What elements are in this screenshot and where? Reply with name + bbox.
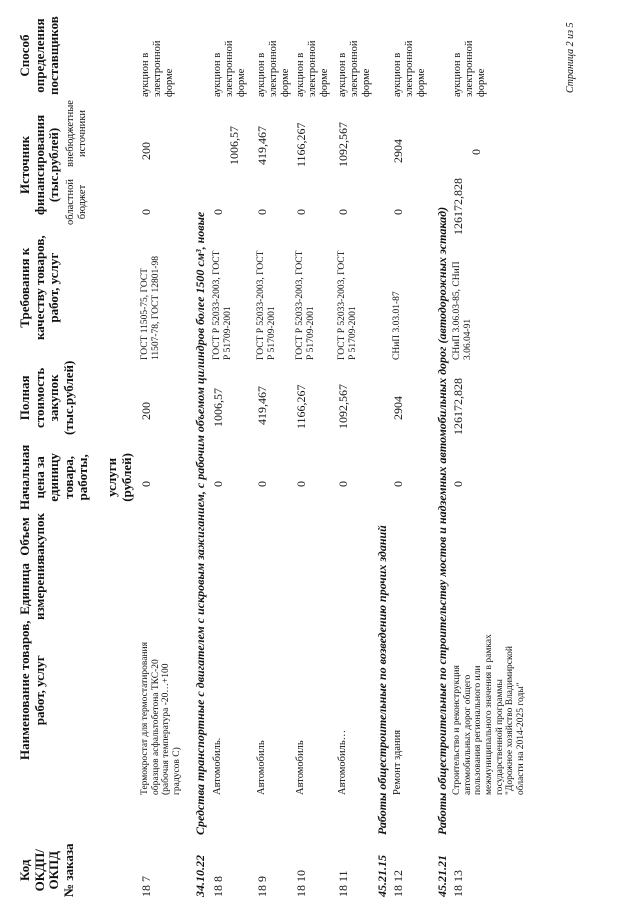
row-code: 18 11: [336, 870, 350, 897]
row-code: 18 8: [211, 876, 225, 897]
row-name: Автомобиль…: [337, 729, 348, 795]
row-name: Автомобиль: [295, 740, 306, 795]
row-other: 2904: [391, 139, 405, 163]
row-code: 18 7: [139, 876, 153, 897]
row-requirements: СНиП 3.06.03-85, СНиП 3.06.04-91: [452, 261, 473, 360]
row-unit-price: 0: [255, 481, 269, 487]
section-title: Работы общестроительные по строительству мостов и надземных автомобильных дорог (автодорожных эстакад): [435, 206, 449, 835]
header-unit-price: Начальная цена за единицу товара, работы, услуги (рублей): [17, 444, 134, 510]
header-requirements: Требования к качеству товаров, работ, услуг: [17, 235, 62, 340]
row-total: 1006,57: [211, 388, 225, 427]
row-other: 200: [139, 142, 153, 160]
row-other: 1092,567: [336, 122, 350, 167]
row-total: 200: [139, 402, 153, 420]
header-name: Наименование товаров, работ, услуг: [17, 620, 47, 760]
header-unit: Единица измерения: [17, 557, 47, 620]
row-name: Ремонт здания: [392, 729, 403, 795]
header-total: Полная стоимость закупок (тыс.рублей): [17, 360, 76, 435]
row-method: аукцион в электронной форме: [452, 40, 487, 97]
row-name: Автомобиль: [256, 740, 267, 795]
header-funding-regional: областной бюджет: [65, 179, 88, 225]
section-code: 45.21.15: [375, 855, 389, 897]
row-method: аукцион в электронной форме: [256, 40, 291, 97]
row-code: 18 10: [294, 870, 308, 897]
row-regional: 0: [139, 209, 153, 215]
row-code: 18 12: [391, 870, 405, 897]
row-regional: 0: [391, 209, 405, 215]
row-regional: 0: [336, 209, 350, 215]
row-unit-price: 0: [211, 481, 225, 487]
row-method: аукцион в электронной форме: [212, 40, 247, 97]
row-other: 419,467: [255, 126, 269, 165]
row-unit-price: 0: [336, 481, 350, 487]
row-total: 126172,828: [451, 378, 465, 435]
header-funding: Источник финансирования (тыс.рублей): [17, 114, 62, 215]
row-unit-price: 0: [391, 481, 405, 487]
row-regional: 0: [211, 209, 225, 215]
section-title: Средства транспортные с двигателем с искровым зажиганием, с рабочим объемом цилиндров более 1500 см³, новые: [193, 211, 207, 835]
row-code: 18 13: [451, 870, 465, 897]
row-total: 1166,267: [294, 384, 308, 429]
row-regional: 0: [294, 209, 308, 215]
row-method: аукцион в электронной форме: [392, 40, 427, 97]
row-requirements: ГОСТ Р 52033-2003, ГОСТ Р 51709-2001: [337, 250, 358, 360]
row-requirements: ГОСТ Р 52033-2003, ГОСТ Р 51709-2001: [295, 250, 316, 360]
row-name: Термокростат для термостатирования образцов асфальтобетона ТКС-20 (рабочая температура -20…+100 градусов С): [140, 642, 182, 795]
row-method: аукцион в электронной форме: [140, 40, 175, 97]
section-code: 45.21.21: [435, 855, 449, 897]
header-method: Способ определения поставщиков: [17, 16, 62, 95]
header-volume: Объем закупок: [17, 512, 47, 560]
row-requirements: СНиП 3.03.01-87: [392, 291, 402, 360]
page-number: Страница 2 из 5: [565, 22, 576, 93]
row-unit-price: 0: [139, 481, 153, 487]
row-other: 1166,267: [294, 122, 308, 167]
row-requirements: ГОСТ Р 52033-2003, ГОСТ Р 51709-2001: [212, 250, 233, 360]
row-other: 1006,57: [227, 126, 241, 165]
row-total: 2904: [391, 396, 405, 420]
header-funding-other: внебюджетные источники: [65, 100, 88, 167]
row-total: 419,467: [255, 386, 269, 425]
row-total: 1092,567: [336, 384, 350, 429]
row-unit-price: 0: [451, 481, 465, 487]
row-requirements: ГОСТ Р 52033-2003, ГОСТ Р 51709-2001: [256, 250, 277, 360]
row-regional: 126172,828: [451, 178, 465, 235]
row-requirements: ГОСТ 11505-75, ГОСТ 11507-78, ГОСТ 12801-98: [140, 256, 161, 360]
row-code: 18 9: [255, 876, 269, 897]
header-code: Код ОКДП/ ОКПД № заказа: [17, 843, 76, 897]
row-other: 0: [469, 149, 483, 155]
row-name: Автомобиль.: [212, 737, 223, 795]
row-method: аукцион в электронной форме: [295, 40, 330, 97]
row-name: Строительство и реконструкция автомобильных дорог общего пользования регионального или межмуниципального значения в рамках государственной программы "Дорожное хозяйство Владимирской области на 2014-2025 годы": [452, 634, 526, 795]
section-title: Работы общестроительные по возведению прочих зданий: [375, 525, 389, 835]
row-regional: 0: [255, 209, 269, 215]
section-code: 34.10.22: [193, 855, 207, 897]
row-method: аукцион в электронной форме: [337, 40, 372, 97]
row-unit-price: 0: [294, 481, 308, 487]
